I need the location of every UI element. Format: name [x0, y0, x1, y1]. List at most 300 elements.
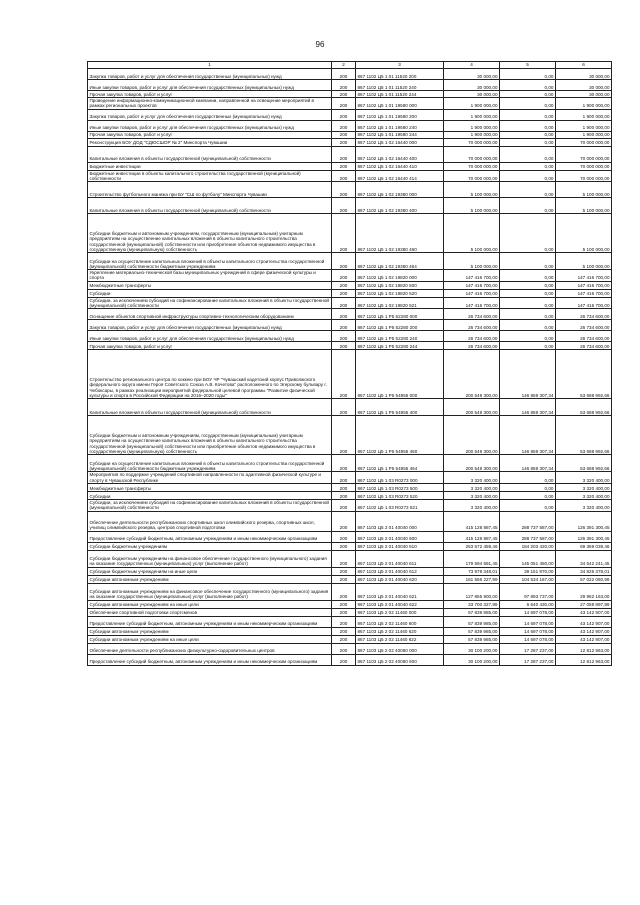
- approved-amount: 161 556 227,99: [444, 575, 500, 583]
- unexecuted-amount: 70 000 000,00: [556, 138, 612, 146]
- item-name: Мероприятия по поддержке учреждений спортивной направленности по адаптивной физической культуре и спорту в Чувашской Республике: [88, 472, 332, 484]
- budget-classification-code: 867 1102 Ц5 1 02 19820 000: [356, 270, 444, 282]
- approved-amount: 415 128 887,45: [444, 511, 500, 531]
- approved-amount: 200 548 300,00: [444, 416, 500, 455]
- budget-classification-code: 867 1102 Ц5 1 01 19580 244: [356, 131, 444, 138]
- unexecuted-amount: 53 688 992,66: [556, 416, 612, 455]
- unexecuted-amount: 147 416 700,00: [556, 270, 612, 282]
- executed-amount: 97 893 737,00: [500, 583, 556, 600]
- executed-amount: 0,00: [500, 146, 556, 162]
- budget-classification-code: 867 1102 Ц5 1 P5 52280 244: [356, 342, 444, 350]
- budget-classification-code: 867 1102 Ц5 1 03 R0273 500: [356, 483, 444, 491]
- item-name: Бюджетные инвестиции в объекты капитального строительства государственной (муниципальной) собственности: [88, 170, 332, 182]
- unexecuted-amount: 1 900 000,00: [556, 109, 612, 120]
- column-header: 3: [356, 62, 444, 69]
- row-code: 200: [332, 472, 356, 484]
- table-row: [88, 583, 612, 600]
- unexecuted-amount: 57 022 060,99: [556, 575, 612, 583]
- row-code: 200: [332, 281, 356, 289]
- executed-amount: 146 859 307,34: [500, 416, 556, 455]
- row-code: 200: [332, 270, 356, 282]
- executed-amount: 0,00: [500, 281, 556, 289]
- table-row: [88, 69, 612, 80]
- table-row: [88, 635, 612, 643]
- unexecuted-amount: 1 900 000,00: [556, 131, 612, 138]
- budget-classification-code: 867 1102 Ц5 1 02 19820 500: [356, 281, 444, 289]
- executed-amount: 17 287 237,00: [500, 654, 556, 665]
- row-code: 200: [332, 342, 356, 350]
- budget-classification-code: 867 1102 Ц5 1 P5 54955 400: [356, 399, 444, 416]
- row-code: 200: [332, 91, 356, 98]
- table-row: [88, 616, 612, 627]
- executed-amount: 0,00: [500, 483, 556, 491]
- executed-amount: 0,00: [500, 69, 556, 80]
- row-code: 200: [332, 531, 356, 542]
- executed-amount: 0,00: [500, 98, 556, 110]
- item-name: Субсидии автономным учреждениям на иные цели: [88, 635, 332, 643]
- table-row: [88, 320, 612, 331]
- budget-classification-code: 867 1102 Ц5 1 P5 54955 000: [356, 350, 444, 399]
- item-name: Закупка товаров, работ и услуг для обеспечения государственных (муниципальных) нужд: [88, 69, 332, 80]
- approved-amount: 33 700 327,99: [444, 600, 500, 608]
- budget-classification-code: 867 1102 Ц5 1 02 16440 410: [356, 162, 444, 170]
- table-row: [88, 309, 612, 320]
- table-row: [88, 170, 612, 182]
- item-name: Субсидии: [88, 491, 332, 499]
- item-name: Строительство регионального центра по хоккею при БОУ ЧР "Чувашский кадетский корпус Приволжского федерального округа имени Героя Советского Союза А.В. Кочетова" расположенного по Эгерскому бульвару г. Чебоксары, в рамках реализации мероприятий федеральной целевой программы "Развитие физической культуры и спорта в Российской Федерации на 2016–2020 годы": [88, 350, 332, 399]
- approved-amount: 70 000 000,00: [444, 162, 500, 170]
- table-row: [88, 499, 612, 511]
- unexecuted-amount: 26 734 600,00: [556, 309, 612, 320]
- item-name: Проведение информационно-коммуникационной кампании, направленной на освещение мероприятий в рамках региональных проектов: [88, 98, 332, 110]
- unexecuted-amount: 147 416 700,00: [556, 289, 612, 297]
- approved-amount: 147 416 700,00: [444, 297, 500, 309]
- row-code: 200: [332, 616, 356, 627]
- budget-classification-code: 867 1102 Ц5 1 02 19380 000: [356, 182, 444, 198]
- row-code: 200: [332, 567, 356, 575]
- table-row: [88, 491, 612, 499]
- executed-amount: 0,00: [500, 289, 556, 297]
- unexecuted-amount: 53 688 992,66: [556, 399, 612, 416]
- executed-amount: 0,00: [500, 120, 556, 131]
- approved-amount: 30 000,00: [444, 91, 500, 98]
- executed-amount: 6 640 430,00: [500, 600, 556, 608]
- table-row: [88, 542, 612, 550]
- budget-classification-code: 867 1102 Ц5 1 01 11520 200: [356, 69, 444, 80]
- item-name: Межбюджетные трансферты: [88, 483, 332, 491]
- row-code: 200: [332, 162, 356, 170]
- row-code: 200: [332, 455, 356, 472]
- executed-amount: 0,00: [500, 170, 556, 182]
- table-row: [88, 567, 612, 575]
- budget-classification-code: 867 1102 Ц5 1 01 19580 000: [356, 98, 444, 110]
- approved-amount: 1 900 000,00: [444, 98, 500, 110]
- row-code: 200: [332, 399, 356, 416]
- unexecuted-amount: 147 416 700,00: [556, 281, 612, 289]
- row-code: 200: [332, 600, 356, 608]
- executed-amount: 0,00: [500, 499, 556, 511]
- table-row: [88, 455, 612, 472]
- approved-amount: 147 416 700,00: [444, 281, 500, 289]
- row-code: 200: [332, 643, 356, 654]
- approved-amount: 1 900 000,00: [444, 109, 500, 120]
- item-name: Обеспечение деятельности республиканских физкультурно-оздоровительных центров: [88, 643, 332, 654]
- executed-amount: 0,00: [500, 320, 556, 331]
- item-name: Субсидии, за исключением субсидий на софинансирование капитальных вложений в объекты государственной (муниципальной) собственности: [88, 297, 332, 309]
- table-row: [88, 198, 612, 214]
- unexecuted-amount: 43 142 907,00: [556, 616, 612, 627]
- executed-amount: 0,00: [500, 309, 556, 320]
- executed-amount: 39 151 970,00: [500, 567, 556, 575]
- unexecuted-amount: 126 391 300,45: [556, 511, 612, 531]
- approved-amount: 3 320 400,00: [444, 483, 500, 491]
- item-name: Иные закупки товаров, работ и услуг для обеспечения государственных (муниципальных) нужд: [88, 331, 332, 342]
- table-row: [88, 138, 612, 146]
- row-code: 200: [332, 608, 356, 616]
- unexecuted-amount: 3 320 400,00: [556, 472, 612, 484]
- row-code: 200: [332, 499, 356, 511]
- unexecuted-amount: 30 000,00: [556, 91, 612, 98]
- row-code: 200: [332, 542, 356, 550]
- executed-amount: 0,00: [500, 162, 556, 170]
- table-row: [88, 472, 612, 484]
- row-code: 200: [332, 550, 356, 567]
- table-row: [88, 654, 612, 665]
- table-row: [88, 182, 612, 198]
- table-row: [88, 350, 612, 399]
- budget-classification-code: 867 1102 Ц5 1 03 R0273 000: [356, 472, 444, 484]
- column-header: 6: [556, 62, 612, 69]
- item-name: Капитальные вложения в объекты государственной (муниципальной) собственности: [88, 146, 332, 162]
- budget-classification-code: 867 1103 Ц5 2 02 40060 600: [356, 654, 444, 665]
- executed-amount: 104 534 167,00: [500, 575, 556, 583]
- unexecuted-amount: 5 100 000,00: [556, 182, 612, 198]
- approved-amount: 200 548 300,00: [444, 399, 500, 416]
- table-row: [88, 342, 612, 350]
- item-name: Субсидии бюджетным учреждениям на иные цели: [88, 567, 332, 575]
- budget-classification-code: 867 1102 Ц5 1 P5 52280 240: [356, 331, 444, 342]
- approved-amount: 200 548 300,00: [444, 455, 500, 472]
- table-row: [88, 253, 612, 270]
- item-name: Прочая закупка товаров, работ и услуг: [88, 342, 332, 350]
- row-code: 200: [332, 654, 356, 665]
- unexecuted-amount: 27 059 897,99: [556, 600, 612, 608]
- unexecuted-amount: 26 734 600,00: [556, 320, 612, 331]
- approved-amount: 3 320 400,00: [444, 491, 500, 499]
- approved-amount: 5 100 000,00: [444, 198, 500, 214]
- item-name: Субсидии автономным учреждениям на иные цели: [88, 600, 332, 608]
- approved-amount: 5 100 000,00: [444, 182, 500, 198]
- item-name: Реконструкция БОУ ДОД "СДЮСШОР № 2" Минспорта Чувашии: [88, 138, 332, 146]
- executed-amount: 288 737 587,00: [500, 511, 556, 531]
- approved-amount: 253 572 459,46: [444, 542, 500, 550]
- unexecuted-amount: 70 000 000,00: [556, 170, 612, 182]
- item-name: Субсидии автономным учреждениям: [88, 627, 332, 635]
- item-name: Оснащение объектов спортивной инфраструктуры спортивно-технологическим оборудованием: [88, 309, 332, 320]
- item-name: Субсидии бюджетным учреждениям: [88, 542, 332, 550]
- executed-amount: 0,00: [500, 138, 556, 146]
- table-row: [88, 98, 612, 110]
- budget-classification-code: 867 1103 Ц5 2 02 11460 620: [356, 627, 444, 635]
- row-code: 200: [332, 511, 356, 531]
- approved-amount: 30 100 200,00: [444, 643, 500, 654]
- item-name: Субсидии автономным учреждениям: [88, 575, 332, 583]
- approved-amount: 57 839 985,00: [444, 635, 500, 643]
- table-row: [88, 643, 612, 654]
- budget-classification-code: 867 1103 Ц5 2 01 40040 611: [356, 550, 444, 567]
- unexecuted-amount: 29 962 163,00: [556, 583, 612, 600]
- approved-amount: 26 734 600,00: [444, 342, 500, 350]
- row-code: 200: [332, 627, 356, 635]
- column-header: 2: [332, 62, 356, 69]
- unexecuted-amount: 43 142 907,00: [556, 627, 612, 635]
- table-row: [88, 80, 612, 91]
- budget-classification-code: 867 1102 Ц5 1 03 R0273 520: [356, 491, 444, 499]
- row-code: 200: [332, 198, 356, 214]
- unexecuted-amount: 5 100 000,00: [556, 253, 612, 270]
- executed-amount: 14 697 078,00: [500, 635, 556, 643]
- table-row: [88, 627, 612, 635]
- budget-classification-code: 867 1102 Ц5 1 02 16440 000: [356, 138, 444, 146]
- item-name: Предоставление субсидий бюджетным, автономным учреждениям и иным некоммерческим организациям: [88, 654, 332, 665]
- executed-amount: 0,00: [500, 91, 556, 98]
- table-row: [88, 511, 612, 531]
- approved-amount: 70 000 000,00: [444, 170, 500, 182]
- budget-classification-code: 867 1103 Ц5 2 02 11460 600: [356, 616, 444, 627]
- approved-amount: 26 734 600,00: [444, 309, 500, 320]
- budget-classification-code: 867 1102 Ц5 1 02 19380 460: [356, 214, 444, 253]
- table-row: [88, 270, 612, 282]
- item-name: Капитальные вложения в объекты государственной (муниципальной) собственности: [88, 198, 332, 214]
- approved-amount: 26 734 600,00: [444, 320, 500, 331]
- budget-classification-code: 867 1103 Ц5 2 01 40040 622: [356, 600, 444, 608]
- executed-amount: 17 287 237,00: [500, 643, 556, 654]
- table-row: [88, 575, 612, 583]
- budget-classification-code: 867 1102 Ц5 1 02 16440 414: [356, 170, 444, 182]
- approved-amount: 73 978 348,01: [444, 567, 500, 575]
- approved-amount: 57 839 985,00: [444, 608, 500, 616]
- row-code: 200: [332, 350, 356, 399]
- executed-amount: 0,00: [500, 491, 556, 499]
- executed-amount: 184 203 420,00: [500, 542, 556, 550]
- budget-classification-code: 867 1102 Ц5 1 01 19580 240: [356, 120, 444, 131]
- page-number: 96: [315, 40, 325, 49]
- row-code: 200: [332, 297, 356, 309]
- table-row: [88, 483, 612, 491]
- row-code: 200: [332, 483, 356, 491]
- executed-amount: 146 859 307,34: [500, 350, 556, 399]
- table-row: [88, 131, 612, 138]
- unexecuted-amount: 34 826 378,01: [556, 567, 612, 575]
- unexecuted-amount: 26 734 600,00: [556, 331, 612, 342]
- item-name: Обеспечение деятельности республиканских спортивных школ олимпийского резерва, спортивных школ, училищ олимпийского резерва, центров спортивной подготовки: [88, 511, 332, 531]
- table-row: [88, 146, 612, 162]
- unexecuted-amount: 5 100 000,00: [556, 214, 612, 253]
- item-name: Прочая закупка товаров, работ и услуг: [88, 91, 332, 98]
- unexecuted-amount: 53 688 992,66: [556, 350, 612, 399]
- row-code: 200: [332, 138, 356, 146]
- item-name: Укрепление материально-технической базы муниципальных учреждений в сфере физической культуры и спорта: [88, 270, 332, 282]
- approved-amount: 147 416 700,00: [444, 289, 500, 297]
- budget-classification-code: 867 1102 Ц5 1 02 19380 464: [356, 253, 444, 270]
- executed-amount: 0,00: [500, 297, 556, 309]
- budget-classification-code: 867 1102 Ц5 1 P5 54955 460: [356, 416, 444, 455]
- row-code: 200: [332, 182, 356, 198]
- table-row: [88, 91, 612, 98]
- table-row: [88, 550, 612, 567]
- approved-amount: 57 839 985,00: [444, 616, 500, 627]
- unexecuted-amount: 12 812 963,00: [556, 654, 612, 665]
- item-name: Строительство футбольного манежа при БУ "СШ по футболу" Минспорта Чувашии: [88, 182, 332, 198]
- column-header: 4: [444, 62, 500, 69]
- executed-amount: 0,00: [500, 472, 556, 484]
- item-name: Иные закупки товаров, работ и услуг для обеспечения государственных (муниципальных) нужд: [88, 120, 332, 131]
- unexecuted-amount: 34 542 241,45: [556, 550, 612, 567]
- unexecuted-amount: 26 734 600,00: [556, 342, 612, 350]
- row-code: 200: [332, 491, 356, 499]
- unexecuted-amount: 3 320 400,00: [556, 491, 612, 499]
- row-code: 200: [332, 98, 356, 110]
- budget-classification-code: 867 1103 Ц5 2 01 40040 621: [356, 583, 444, 600]
- executed-amount: 0,00: [500, 270, 556, 282]
- table-row: [88, 281, 612, 289]
- unexecuted-amount: 126 391 300,45: [556, 531, 612, 542]
- column-header: 5: [500, 62, 556, 69]
- row-code: 200: [332, 170, 356, 182]
- budget-classification-code: 867 1102 Ц5 1 02 19820 520: [356, 289, 444, 297]
- item-name: Капитальные вложения в объекты государственной (муниципальной) собственности: [88, 399, 332, 416]
- table-row: [88, 120, 612, 131]
- item-name: Закупка товаров, работ и услуг для обеспечения государственных (муниципальных) нужд: [88, 109, 332, 120]
- executed-amount: 0,00: [500, 253, 556, 270]
- row-code: 200: [332, 331, 356, 342]
- row-code: 200: [332, 109, 356, 120]
- table-row: [88, 608, 612, 616]
- executed-amount: 0,00: [500, 182, 556, 198]
- item-name: Закупка товаров, работ и услуг для обеспечения государственных (муниципальных) нужд: [88, 320, 332, 331]
- row-code: 200: [332, 253, 356, 270]
- table-row: [88, 331, 612, 342]
- executed-amount: 0,00: [500, 109, 556, 120]
- item-name: Предоставление субсидий бюджетным, автономным учреждениям и иным некоммерческим организациям: [88, 531, 332, 542]
- unexecuted-amount: 70 000 000,00: [556, 162, 612, 170]
- row-code: 200: [332, 635, 356, 643]
- budget-classification-code: 867 1103 Ц5 2 01 40040 620: [356, 575, 444, 583]
- approved-amount: 30 000,00: [444, 80, 500, 91]
- executed-amount: 0,00: [500, 198, 556, 214]
- unexecuted-amount: 30 000,00: [556, 69, 612, 80]
- budget-classification-code: 867 1102 Ц5 1 01 11520 240: [356, 80, 444, 91]
- approved-amount: 70 000 000,00: [444, 146, 500, 162]
- column-header: 1: [88, 62, 332, 69]
- item-name: Прочая закупка товаров, работ и услуг: [88, 131, 332, 138]
- approved-amount: 30 100 200,00: [444, 654, 500, 665]
- executed-amount: 14 697 078,00: [500, 616, 556, 627]
- approved-amount: 3 320 400,00: [444, 499, 500, 511]
- approved-amount: 5 100 000,00: [444, 214, 500, 253]
- executed-amount: 14 697 078,00: [500, 608, 556, 616]
- row-code: 200: [332, 131, 356, 138]
- approved-amount: 3 320 400,00: [444, 472, 500, 484]
- unexecuted-amount: 43 142 907,00: [556, 608, 612, 616]
- item-name: Субсидии бюджетным и автономным учреждениям, государственным (муниципальным) унитарным предприятиям на осуществление капитальных вложений в объекты капитального строительства государственной (муниципальной) собственности или приобретение объектов недвижимого имущества в государственную (муниципальную) собственность: [88, 214, 332, 253]
- item-name: Субсидии на осуществление капитальных вложений в объекты капитального строительства государственной (муниципальной) собственности бюджетным учреждениям: [88, 253, 332, 270]
- budget-classification-code: 867 1103 Ц5 2 02 11460 622: [356, 635, 444, 643]
- unexecuted-amount: 147 416 700,00: [556, 297, 612, 309]
- table-row: [88, 109, 612, 120]
- executed-amount: 14 697 078,00: [500, 627, 556, 635]
- unexecuted-amount: 12 812 963,00: [556, 643, 612, 654]
- budget-classification-code: 867 1102 Ц5 1 01 11520 244: [356, 91, 444, 98]
- item-name: Бюджетные инвестиции: [88, 162, 332, 170]
- budget-classification-code: 867 1102 Ц5 1 P5 54955 464: [356, 455, 444, 472]
- row-code: 200: [332, 69, 356, 80]
- unexecuted-amount: 53 688 992,66: [556, 455, 612, 472]
- table-row: [88, 289, 612, 297]
- budget-classification-code: 867 1103 Ц5 2 01 40040 000: [356, 511, 444, 531]
- budget-classification-code: 867 1103 Ц5 2 01 40040 600: [356, 531, 444, 542]
- unexecuted-amount: 69 369 039,46: [556, 542, 612, 550]
- item-name: Субсидии автономным учреждениям на финансовое обеспечение государственного (муниципального) задания на оказание государственных (муниципальных) услуг (выполнение работ): [88, 583, 332, 600]
- budget-classification-code: 867 1103 Ц5 2 01 40040 612: [356, 567, 444, 575]
- approved-amount: 26 734 600,00: [444, 331, 500, 342]
- executed-amount: 146 859 307,34: [500, 455, 556, 472]
- budget-classification-code: 867 1102 Ц5 1 03 R0273 521: [356, 499, 444, 511]
- item-name: Обеспечение спортивной подготовки спортсменов: [88, 608, 332, 616]
- header-row: [88, 62, 612, 69]
- item-name: Субсидии: [88, 289, 332, 297]
- budget-classification-code: 867 1103 Ц5 2 01 40040 610: [356, 542, 444, 550]
- table-row: [88, 399, 612, 416]
- item-name: Субсидии, за исключением субсидий на софинансирование капитальных вложений в объекты государственной (муниципальной) собственности: [88, 499, 332, 511]
- item-name: Субсидии на осуществление капитальных вложений в объекты капитального строительства государственной (муниципальной) собственности бюджетным учреждениям: [88, 455, 332, 472]
- table-row: [88, 214, 612, 253]
- approved-amount: 30 000,00: [444, 69, 500, 80]
- executed-amount: 146 859 307,34: [500, 399, 556, 416]
- approved-amount: 147 416 700,00: [444, 270, 500, 282]
- budget-classification-code: 867 1102 Ц5 1 01 19580 200: [356, 109, 444, 120]
- approved-amount: 179 594 691,45: [444, 550, 500, 567]
- item-name: Иные закупки товаров, работ и услуг для обеспечения государственных (муниципальных) нужд: [88, 80, 332, 91]
- unexecuted-amount: 70 000 000,00: [556, 146, 612, 162]
- table-row: [88, 297, 612, 309]
- row-code: 200: [332, 583, 356, 600]
- executed-amount: 0,00: [500, 342, 556, 350]
- table-row: [88, 531, 612, 542]
- row-code: 200: [332, 120, 356, 131]
- item-name: Межбюджетные трансферты: [88, 281, 332, 289]
- budget-classification-code: 867 1102 Ц5 1 02 16440 400: [356, 146, 444, 162]
- approved-amount: 5 100 000,00: [444, 253, 500, 270]
- unexecuted-amount: 3 320 400,00: [556, 483, 612, 491]
- unexecuted-amount: 43 142 907,00: [556, 635, 612, 643]
- approved-amount: 70 000 000,00: [444, 138, 500, 146]
- budget-classification-code: 867 1102 Ц5 1 02 19380 400: [356, 198, 444, 214]
- executed-amount: 288 737 587,00: [500, 531, 556, 542]
- unexecuted-amount: 3 320 400,00: [556, 499, 612, 511]
- row-code: 200: [332, 416, 356, 455]
- executed-amount: 0,00: [500, 331, 556, 342]
- unexecuted-amount: 1 900 000,00: [556, 98, 612, 110]
- approved-amount: 1 900 000,00: [444, 131, 500, 138]
- approved-amount: 1 900 000,00: [444, 120, 500, 131]
- executed-amount: 145 051 450,00: [500, 550, 556, 567]
- budget-classification-code: 867 1102 Ц5 1 02 19820 521: [356, 297, 444, 309]
- unexecuted-amount: 1 900 000,00: [556, 120, 612, 131]
- row-code: 200: [332, 80, 356, 91]
- row-code: 200: [332, 146, 356, 162]
- unexecuted-amount: 5 100 000,00: [556, 198, 612, 214]
